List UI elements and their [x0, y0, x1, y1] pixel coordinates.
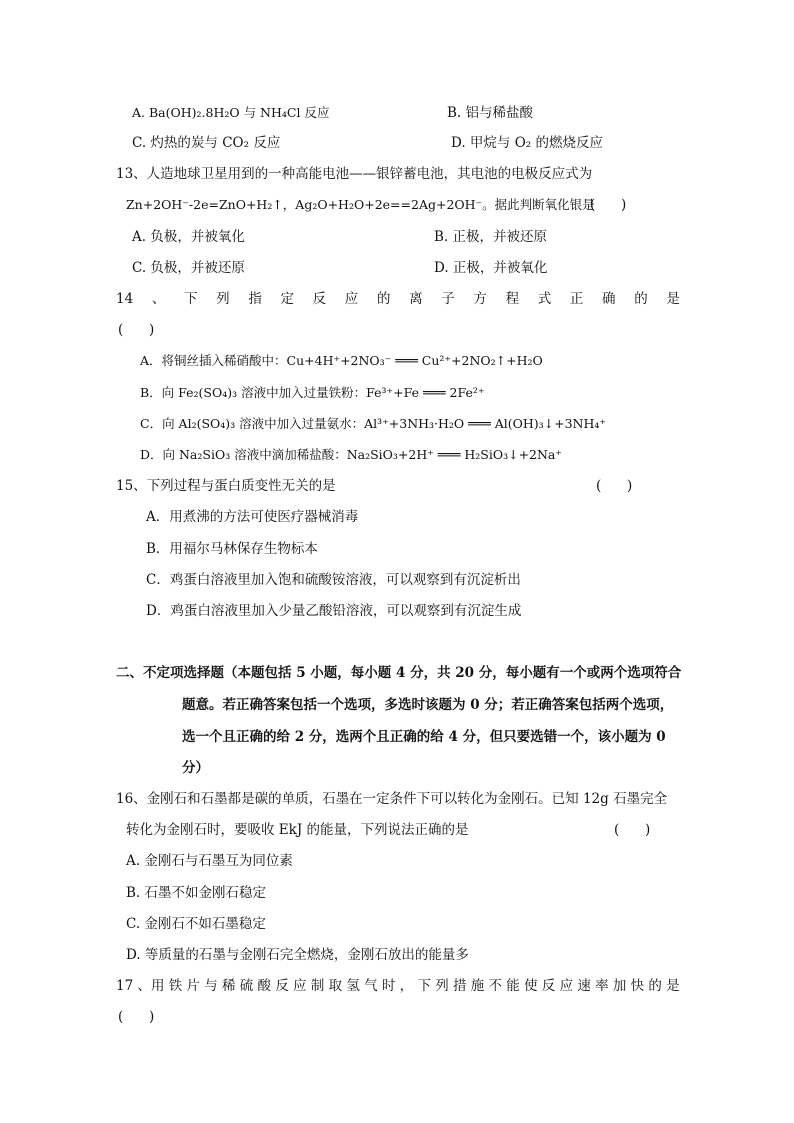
q14-stem-char: 离 [409, 291, 423, 307]
q16-stem: 转化为金刚石时，要吸收 EkJ 的能量，下列说法正确的是 [126, 822, 469, 838]
q17-stem-char: 应 [559, 978, 574, 994]
q14-stem-char: 、 [151, 291, 166, 307]
q17-stem-char: 能 [506, 978, 520, 994]
q17-stem-char: 与 [204, 978, 218, 994]
q17-stem-char: 率 [595, 978, 609, 994]
q13-option-b: B. 正极，并被还原 [434, 229, 548, 245]
q17-stem-char: 加 [612, 978, 627, 994]
q17-stem-char: 硫 [239, 978, 254, 994]
q17-stem-char: 列 [435, 978, 449, 994]
section-2-instructions: 题意。若正确答案包括一个选项，多选时该题为 0 分；若正确答案包括两个选项， [182, 697, 674, 713]
q15-option-b: B．用福尔马林保存生物标本 [146, 541, 318, 557]
q15-option-d: D．鸡蛋白溶液里加入少量乙酸铅溶液，可以观察到有沉淀生成 [146, 603, 522, 619]
q14-stem-char: 子 [441, 291, 455, 307]
q17-stem-char: 片 [186, 978, 200, 994]
q14-stem-char: 定 [280, 291, 294, 307]
q14-stem-char: 指 [248, 291, 262, 307]
section-2-heading: 二、不定项选择题（本题包括 5 小题，每小题 4 分，共 20 分，每小题有一个或两个选项符合 [116, 665, 682, 681]
section-2-instructions: 选一个且正确的给 2 分，选两个且正确的给 4 分，但只要选错一个，该小题为 0 [182, 729, 666, 745]
q13-option-d: D. 正极，并被氧化 [434, 260, 548, 276]
q17-stem-char: 酸 [257, 978, 272, 994]
q14-stem-char: 正 [569, 291, 584, 307]
q12-option-a: A. Ba(OH)₂.8H₂O 与 NH₄Cl 反应 [132, 105, 330, 120]
q17-answer-paren: ( ) [118, 1009, 155, 1025]
q17-stem-char: 取 [328, 978, 343, 994]
q14-option-a: A．将铜丝插入稀硝酸中：Cu+4H⁺+2NO₃⁻ ═══ Cu²⁺+2NO₂↑+H₂O [140, 353, 543, 368]
q17-stem-char: 的 [648, 978, 662, 994]
q13-stem: 13、人造地球卫星用到的一种高能电池——银锌蓄电池，其电池的电极反应式为 [116, 166, 593, 182]
q15-option-a: A．用煮沸的方法可使医疗器械消毒 [146, 509, 359, 525]
q14-option-b: B．向 Fe₂(SO₄)₃ 溶液中加入过量铁粉：Fe³⁺+Fe ═══ 2Fe²⁺ [140, 385, 485, 400]
q17-stem-char: 措 [452, 978, 467, 994]
q17-stem-char: 反 [541, 978, 556, 994]
q13-equation: Zn+2OH⁻-2e=ZnO+H₂↑，Ag₂O+H₂O+2e==2Ag+2OH⁻。据此判断氧化银是 [126, 197, 595, 212]
q14-stem-char: 程 [505, 291, 520, 307]
q17-stem-char: 时 [381, 978, 396, 994]
q17-stem-char: 不 [488, 978, 502, 994]
q17-stem-char: 反 [275, 978, 289, 994]
q17-stem-char: ， [399, 978, 414, 994]
section-2-instructions: 分） [182, 760, 209, 776]
q16-answer-paren: ( ) [614, 822, 651, 838]
q17-stem-char: 速 [577, 978, 591, 994]
q14-stem-char: 反 [312, 291, 327, 307]
q17-stem-char: 使 [524, 978, 538, 994]
q14-stem-char: 式 [537, 291, 552, 307]
q14-option-d: D．向 Na₂SiO₃ 溶液中滴加稀盐酸：Na₂SiO₃+2H⁺ ═══ H₂SiO₃↓+2Na⁺ [140, 447, 562, 462]
q17-stem-char: 下 [417, 978, 431, 994]
q15-option-c: C．鸡蛋白溶液里加入饱和硫酸铵溶液，可以观察到有沉淀析出 [146, 572, 521, 588]
q16-option-c: C. 金刚石不如石墨稳定 [126, 916, 266, 932]
q12-option-d: D. 甲烷与 O₂ 的燃烧反应 [451, 135, 603, 151]
q13-option-c: C. 负极，并被还原 [132, 260, 245, 276]
q14-option-c: C．向 Al₂(SO₄)₃ 溶液中加入过量氨水：Al³⁺+3NH₃·H₂O ═══ Al(OH)₃↓+3NH₄⁺ [140, 416, 606, 431]
q17-stem-char: 、用 [137, 978, 165, 994]
q17-stem-char: 稀 [222, 978, 236, 994]
q14-stem [116, 289, 680, 309]
q14-stem-char: 14 [116, 291, 134, 307]
q14-stem-char: 的 [376, 291, 391, 307]
q14-stem-char: 列 [216, 291, 230, 307]
q17-stem [116, 976, 680, 996]
q14-stem-char: 是 [666, 291, 680, 307]
q17-stem-char: 快 [630, 978, 645, 994]
q17-stem-char: 是 [666, 978, 680, 994]
q15-answer-paren: ( ) [596, 478, 633, 494]
q14-stem-char: 方 [473, 291, 487, 307]
q12-option-b: B. 铝与稀盐酸 [447, 105, 534, 121]
q17-stem-char: 施 [470, 978, 485, 994]
q17-stem-char: 17 [116, 978, 134, 994]
q13-option-a: A. 负极，并被氧化 [132, 229, 245, 245]
q14-stem-char: 下 [184, 291, 198, 307]
q12-option-c: C. 灼热的炭与 CO₂ 反应 [132, 135, 281, 151]
q16-option-b: B. 石墨不如金刚石稳定 [126, 885, 267, 901]
q13-answer-paren: ( ) [590, 197, 627, 213]
q15-stem: 15、下列过程与蛋白质变性无关的是 [116, 478, 336, 494]
q14-stem-char: 的 [634, 291, 648, 307]
q16-option-a: A. 金刚石与石墨互为同位素 [126, 853, 293, 869]
q17-stem-char: 制 [310, 978, 325, 994]
q16-option-d: D. 等质量的石墨与金刚石完全燃烧，金刚石放出的能量多 [126, 947, 469, 963]
q17-stem-char: 应 [293, 978, 307, 994]
q17-stem-char: 气 [364, 978, 378, 994]
q17-stem-char: 氢 [346, 978, 360, 994]
q14-answer-paren: ( ) [118, 322, 155, 338]
q14-stem-char: 确 [602, 291, 616, 307]
q14-stem-char: 应 [344, 291, 359, 307]
q16-stem: 16、金刚石和石墨都是碳的单质，石墨在一定条件下可以转化为金刚石。已知 12g 石墨完全 [116, 791, 668, 807]
q17-stem-char: 铁 [168, 978, 183, 994]
